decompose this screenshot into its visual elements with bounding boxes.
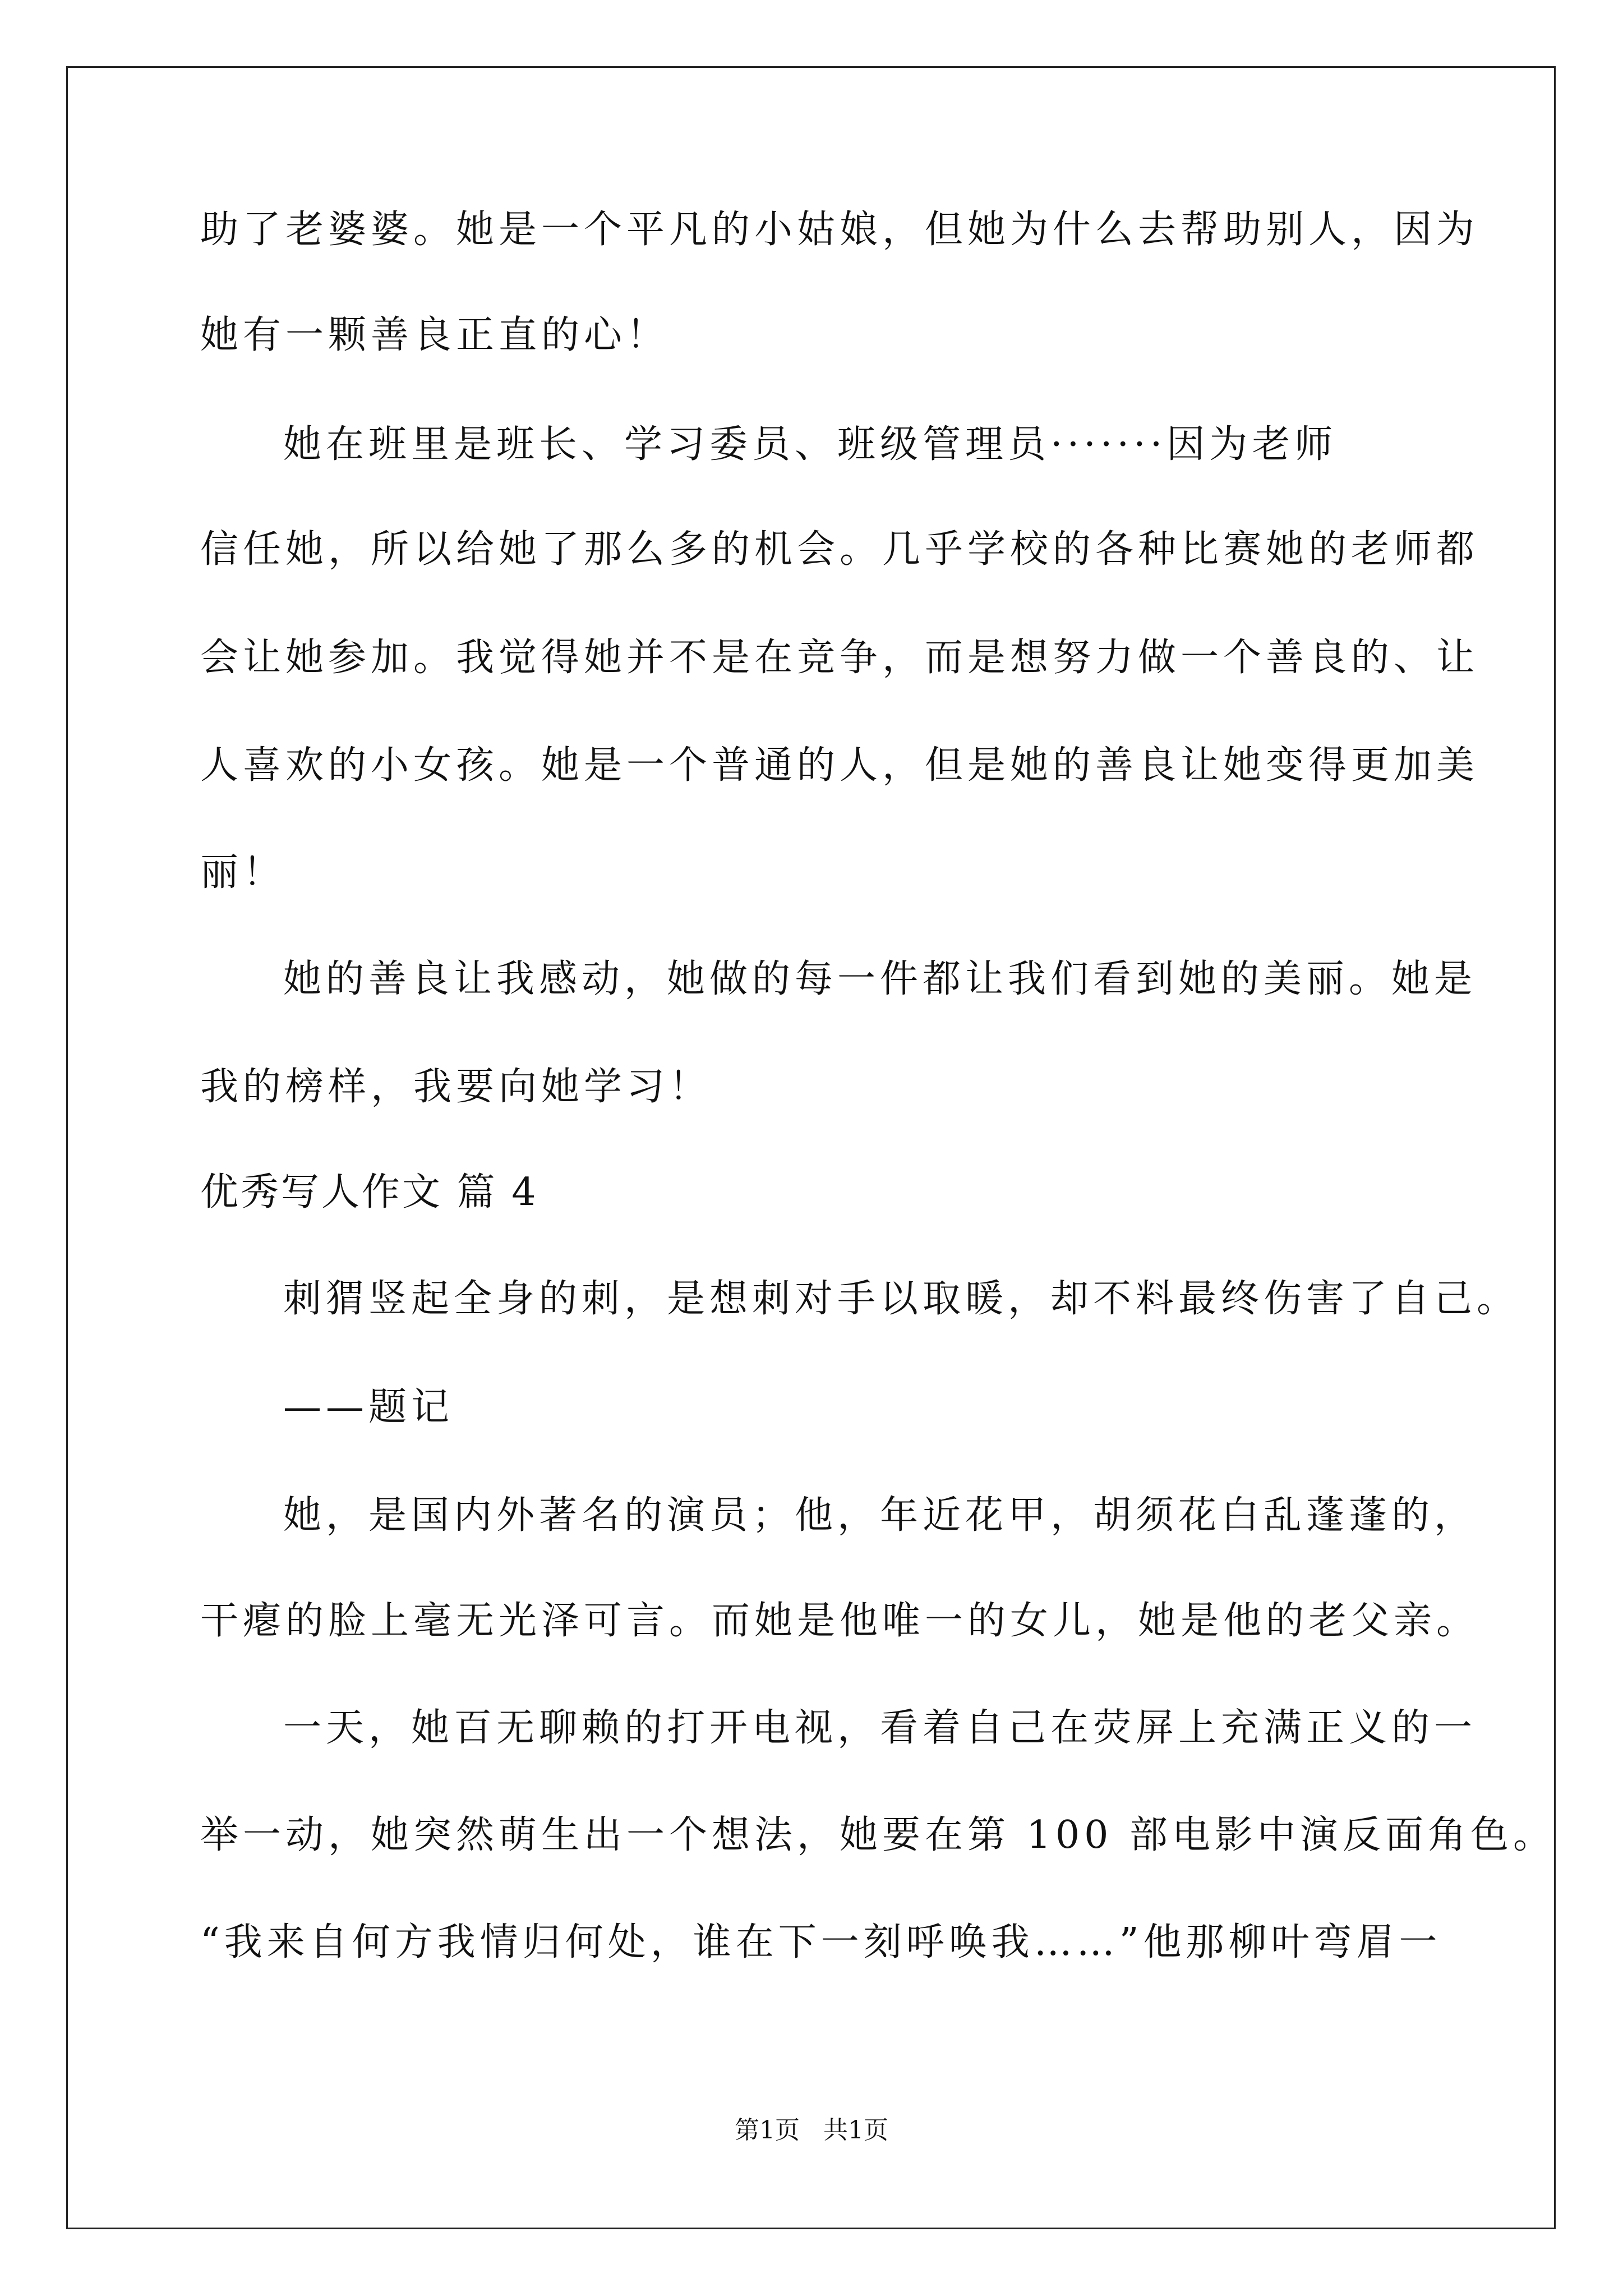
text-line: 干瘪的脸上毫无光泽可言。而她是他唯一的女儿，她是他的老父亲。 <box>200 1599 1479 1643</box>
text-line: 人喜欢的小女孩。她是一个普通的人，但是她的善良让她变得更加美 <box>200 743 1479 788</box>
text-line: 她的善良让我感动，她做的每一件都让我们看到她的美丽。她是 <box>283 957 1477 1001</box>
page-footer: 第1页 共1页 <box>735 2116 888 2145</box>
text-line: 一天，她百无聊赖的打开电视，看着自己在荧屏上充满正义的一 <box>283 1706 1477 1750</box>
page-border <box>66 66 1556 2229</box>
text-line: 举一动，她突然萌生出一个想法，她要在第 100 部电影中演反面角色。 <box>200 1813 1556 1857</box>
text-line: 丽！ <box>200 850 286 895</box>
text-line: 刺猬竖起全身的刺，是想刺对手以取暖，却不料最终伤害了自己。 <box>283 1277 1520 1321</box>
text-line: 她在班里是班长、学习委员、班级管理员·······因为老师 <box>283 422 1338 467</box>
text-line: 信任她，所以给她了那么多的机会。几乎学校的各种比赛她的老师都 <box>200 527 1479 572</box>
text-line: 助了老婆婆。她是一个平凡的小姑娘，但她为什么去帮助别人，因为 <box>200 208 1479 252</box>
section-heading: 优秀写人作文 篇 4 <box>200 1170 538 1214</box>
text-line: 她有一颗善良正直的心！ <box>200 313 670 357</box>
text-line: 她，是国内外著名的演员；他，年近花甲，胡须花白乱蓬蓬的， <box>283 1493 1477 1538</box>
text-line: ——题记 <box>283 1385 454 1429</box>
text-line: “我来自何方我情归何处，谁在下一刻呼唤我……”他那柳叶弯眉一 <box>200 1920 1442 1964</box>
text-line: 我的榜样，我要向她学习！ <box>200 1065 712 1109</box>
text-line: 会让她参加。我觉得她并不是在竞争，而是想努力做一个善良的、让 <box>200 636 1479 680</box>
